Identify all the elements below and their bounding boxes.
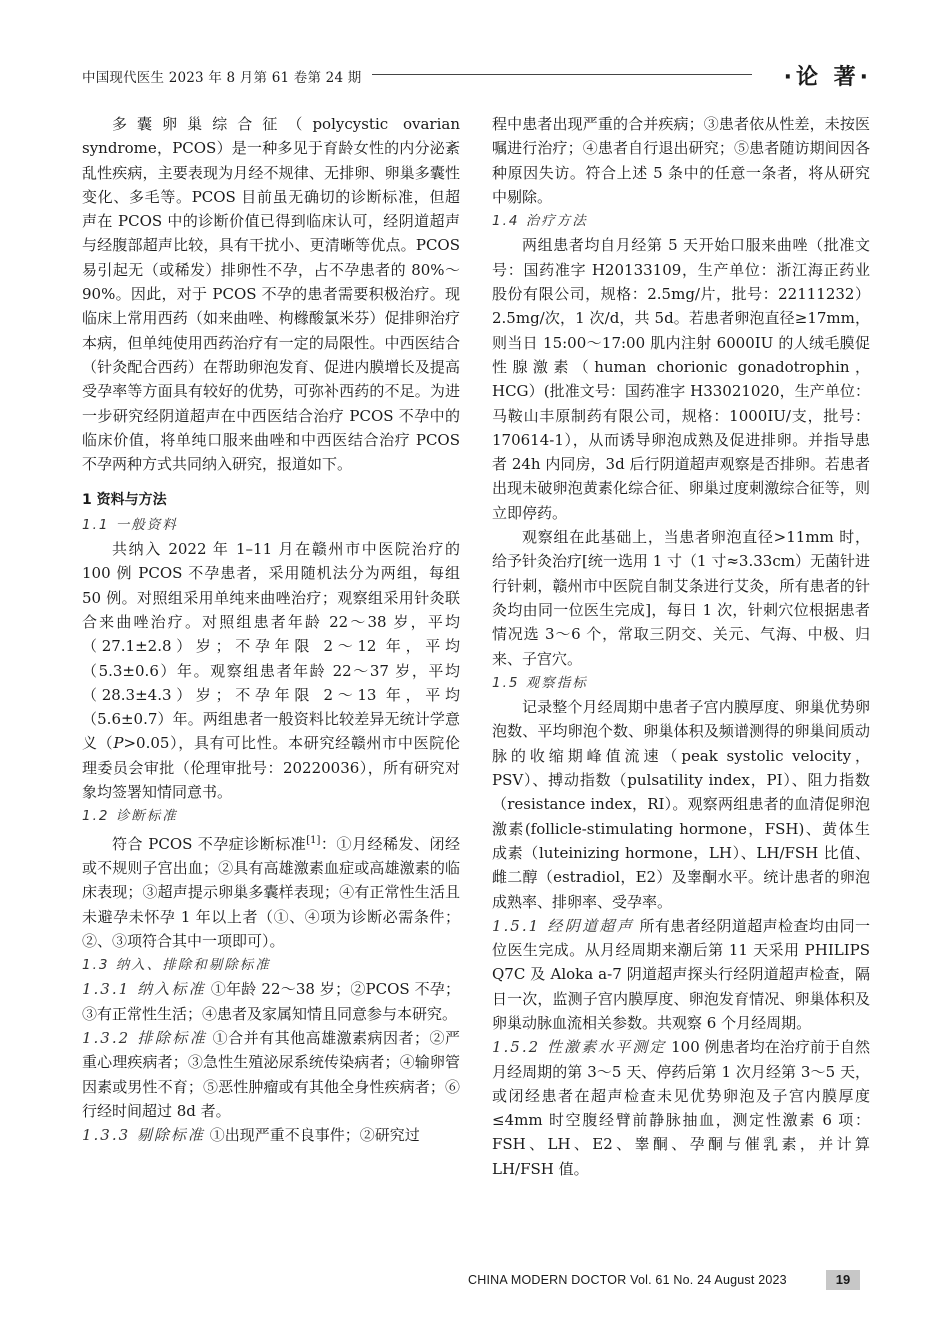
subsection-heading-1-5 — [492, 671, 870, 695]
right-column — [492, 112, 870, 1181]
subsection-heading-1-3 — [82, 953, 460, 977]
subsection-title: 1.5 观察指标 — [492, 674, 588, 691]
paragraph-text: ：①月经稀发、闭经或不规则子宫出血；②具有高雄激素血症或高雄激素的临床表现；③超声提示卵巢多囊样表现；④有正常性生活且未避孕未怀孕 1 年以上者（①、④项为诊断必需条件；②、③项符合其中一项即可）。 — [82, 834, 460, 950]
paragraph-text: 所有患者经阴道超声检查均由同一位医生完成。从月经周期来潮后第 11 天采用 PHILIPS Q7C 及 Aloka a-7 阴道超声探头行经阴道超声检查，隔日一次，监测子宫内膜厚度、卵泡发育情况、卵巢体积及卵巢动脉血流相关参数。共观察 6 个月经周期。 — [492, 916, 870, 1032]
paragraph-1-3-2 — [82, 1026, 460, 1123]
p-value-symbol: P — [113, 734, 124, 753]
paragraph-1-4-a: 两组患者均自月经第 5 天开始口服来曲唑（批准文号：国药准字 H20133109，生产单位：浙江海正药业股份有限公司，规格：2.5mg/片，批号：22111232）2.5mg/次，1 次/d，共 5d。若患者卵泡直径≥17mm，则当日 15:00～17:00 肌内注射 6000IU 的人绒毛膜促性腺激素（human chorionic gonadotrophin，HCG）(批准文号：国药准字 H33021020，生产单位：马鞍山丰原制药有限公司，规格：1000IU/支，批号：170614-1），从而诱导卵泡成熟及促进排卵。并指导患者 24h 内同房，3d 后行阴道超声观察是否排卵。若患者出现未破卵泡黄素化综合征、卵巢过度刺激综合征等，则立即停药。 — [492, 236, 870, 522]
paragraph-1-2 — [82, 829, 460, 953]
subsection-heading-1-2 — [82, 804, 460, 828]
paragraph-1-5-2 — [492, 1035, 870, 1181]
paragraph-1-3-1 — [82, 977, 460, 1026]
paragraph-text: ①出现严重不良事件；②研究过 — [209, 1126, 420, 1145]
page-number: 19 — [826, 1270, 860, 1290]
paragraph-continued: 程中患者出现严重的合并疾病；③患者依从性差，未按医嘱进行治疗；④患者自行退出研究；⑤患者随访期间因各种原因失访。符合上述 5 条中的任意一条者，将从研究中剔除。 — [492, 115, 870, 206]
paragraph-text: ①年龄 22～38 岁；②PCOS 不孕；③有正常性生活；④患者及家属知情且同意参与本研究。 — [82, 980, 460, 1023]
paragraph-text: ①合并有其他高雄激素病因者；②严重心理疾病者；③急性生殖泌尿系统传染病者；④输卵管因素或男性不育；⑤恶性肿瘤或有其他全身性疾病者；⑥行经时间超过 8d 者。 — [82, 1028, 460, 1120]
paragraph-1-1 — [82, 537, 460, 804]
header-rule — [372, 74, 752, 75]
intro-paragraph: 多囊卵巢综合征（polycystic ovarian syndrome，PCOS）是一种多见于育龄女性的内分泌紊乱性疾病，主要表现为月经不规律、无排卵、卵巢多囊性变化、多毛等。PCOS 目前虽无确切的诊断标准，但超声在 PCOS 中的诊断价值已得到临床认可，经阴道超声与经腹部超声比较，具有干扰小、更清晰等优点。PCOS 易引起无（或稀发）排卵性不孕，占不孕患者的 80%～90%。因此，对于 PCOS 不孕的患者需要积极治疗。现临床上常用西药（如来曲唑、枸橼酸氯米芬）促排卵治疗本病，但单纯使用西药治疗有一定的局限性。中西医结合（针灸配合西药）在帮助卵泡发育、促进内膜增长及提高受孕率等方面具有较好的优势，可弥补西药的不足。为进一步研究经阴道超声在中西医结合治疗 PCOS 不孕中的临床价值，将单纯口服来曲唑和中西医结合治疗 PCOS 不孕两种方式共同纳入研究，报道如下。 — [82, 115, 460, 474]
journal-english-info: CHINA MODERN DOCTOR Vol. 61 No. 24 August 2023 — [468, 1273, 787, 1287]
citation-ref: [1] — [306, 834, 321, 846]
left-column — [82, 112, 460, 1147]
paragraph-text: >0.05），具有可比性。本研究经赣州市中医院伦理委员会审批（伦理审批号：20220036），所有研究对象均签署知情同意书。 — [82, 734, 460, 802]
subsection-title: 1.4 治疗方法 — [492, 213, 588, 230]
inline-heading: 1.5.1 经阴道超声 — [492, 916, 635, 935]
subsection-heading-1-1 — [82, 513, 460, 537]
inline-heading: 1.5.2 性激素水平测定 — [492, 1038, 667, 1057]
paragraph-text: 符合 PCOS 不孕症诊断标准 — [112, 834, 307, 853]
paragraph-1-5: 记录整个月经周期中患者子宫内膜厚度、卵巢优势卵泡数、平均卵泡个数、卵巢体积及频谱测得的卵巢间质动脉的收缩期峰值流速（peak systolic velocity，PSV）、搏动指数（pulsatility index，PI）、阻力指数（resistance index，RI）。观察两组患者的血清促卵泡激素(follicle-stimulating hormone，FSH)、黄体生成素（luteinizing hormone，LH）、LH/FSH 比值、雌二醇（estradiol，E2）及睾酮水平。统计患者的卵泡成熟率、排卵率、受孕率。 — [492, 698, 870, 911]
paragraph-text: 共纳入 2022 年 1–11 月在赣州市中医院治疗的 100 例 PCOS 不孕患者，采用随机法分为两组，每组 50 例。对照组采用单纯来曲唑治疗；观察组采用针灸联合来曲唑治疗。对照组患者年龄 22～38 岁，平均（27.1±2.8）岁；不孕年限 2～12 年，平均（5.3±0.6）年。观察组患者年龄 22～37 岁，平均（28.3±4.3）岁；不孕年限 2～13 年，平均（5.6±0.7）年。两组患者一般资料比较差异无统计学意义（ — [82, 540, 460, 753]
paragraph-1-5-1 — [492, 914, 870, 1035]
section-heading-1: 1 资料与方法 — [82, 492, 167, 509]
paragraph-1-3-3 — [82, 1123, 460, 1147]
subsection-title: 1.3 纳入、排除和剔除标准 — [82, 957, 271, 974]
subsection-title: 1.1 一般资料 — [82, 516, 178, 533]
inline-heading: 1.3.3 剔除标准 — [82, 1126, 205, 1145]
inline-heading: 1.3.1 纳入标准 — [82, 980, 206, 999]
paragraph-1-4-b: 观察组在此基础上，当患者卵泡直径>11mm 时，给予针灸治疗[统一选用 1 寸（1 寸≈3.33cm）无菌针进行针刺，赣州市中医院自制艾条进行艾灸，所有患者的针灸均由同一位医生完成]，每日 1 次，针刺穴位根据患者情况选 3～6 个，常取三阴交、关元、气海、中极、归来、子宫穴。 — [492, 528, 870, 668]
journal-info: 中国现代医生 2023 年 8 月第 61 卷第 24 期 — [82, 70, 362, 86]
subsection-title: 1.2 诊断标准 — [82, 808, 178, 825]
inline-heading: 1.3.2 排除标准 — [82, 1028, 208, 1047]
page-header — [82, 62, 872, 92]
section-label: ·论 著· — [783, 65, 872, 90]
subsection-heading-1-4 — [492, 209, 870, 233]
page-footer — [468, 1270, 860, 1292]
paragraph-text: 100 例患者均在治疗前于自然月经周期的第 3～5 天、停药后第 1 次月经第 3～5 天，或闭经患者在超声检查未见优势卵泡及子宫内膜厚度≤4mm 时空腹经臂前静脉抽血，测定性激素 6 项：FSH、LH、E2、睾酮、孕酮与催乳素，并计算 LH/FSH 值。 — [492, 1038, 870, 1178]
